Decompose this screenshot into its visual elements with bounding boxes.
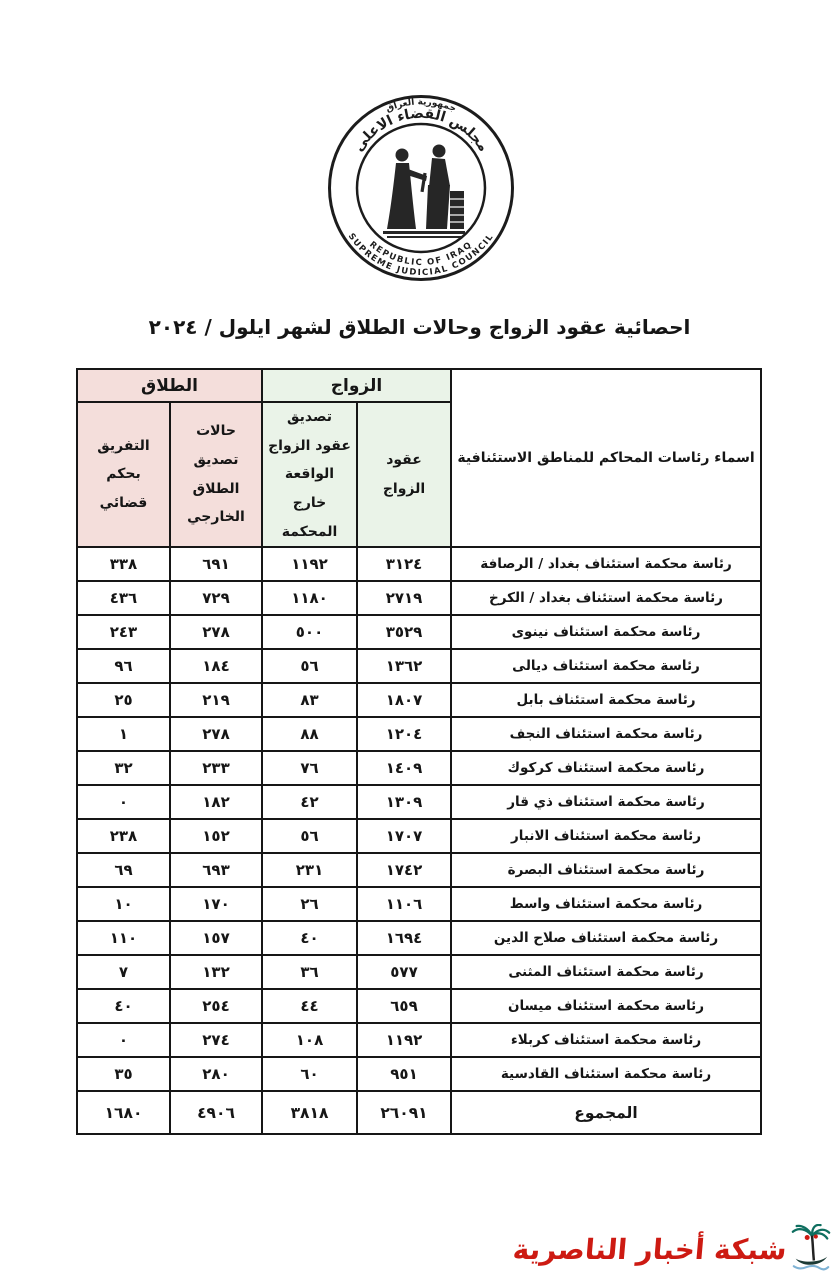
court-name-cell: رئاسة محكمة استئناف البصرة bbox=[451, 853, 761, 887]
marriage-outside-court-value-cell: ٤٢ bbox=[262, 785, 357, 819]
marriage-outside-court-value-cell: ٤٤ bbox=[262, 989, 357, 1023]
courts-column-header: اسماء رئاسات المحاكم للمناطق الاستئنافية bbox=[451, 369, 761, 547]
table-body bbox=[77, 547, 761, 1091]
marriage-outside-court-value-cell: ٨٨ bbox=[262, 717, 357, 751]
court-name-cell: رئاسة محكمة استئناف ميسان bbox=[451, 989, 761, 1023]
marriage-outside-court-value-cell: ٦٠ bbox=[262, 1057, 357, 1091]
total-external-divorce-cell: ٤٩٠٦ bbox=[170, 1091, 262, 1134]
marriage-contracts-value-cell: ١١٠٦ bbox=[357, 887, 451, 921]
news-network-watermark bbox=[6, 1224, 833, 1274]
marriage-contracts-value-cell: ١٣٦٢ bbox=[357, 649, 451, 683]
court-name-cell: رئاسة محكمة استئناف ديالى bbox=[451, 649, 761, 683]
court-name-cell: رئاسة محكمة استئناف واسط bbox=[451, 887, 761, 921]
marriage-outside-court-value-cell: ١٠٨ bbox=[262, 1023, 357, 1057]
seal-council-arabic-text: مجلس القضاء الاعلى bbox=[350, 105, 492, 155]
court-name-cell: رئاسة محكمة استئناف ذي قار bbox=[451, 785, 761, 819]
table-row bbox=[77, 921, 761, 955]
marriage-contracts-value-cell: ١٧٤٢ bbox=[357, 853, 451, 887]
judicial-separation-value-cell: ٢٥ bbox=[77, 683, 170, 717]
external-divorce-value-cell: ٦٩٣ bbox=[170, 853, 262, 887]
divorce-group-header: الطلاق bbox=[77, 369, 262, 402]
judicial-separation-value-cell: ١١٠ bbox=[77, 921, 170, 955]
marriage-outside-court-value-cell: ٤٠ bbox=[262, 921, 357, 955]
court-name-cell: رئاسة محكمة استئناف النجف bbox=[451, 717, 761, 751]
seal-republic-of-iraq-text: REPUBLIC OF IRAQ bbox=[367, 239, 475, 269]
table-row bbox=[77, 751, 761, 785]
external-divorce-value-cell: ١٣٢ bbox=[170, 955, 262, 989]
external-divorce-value-cell: ٧٢٩ bbox=[170, 581, 262, 615]
seal-graphic bbox=[326, 93, 516, 283]
marriage-contracts-value-cell: ٢٧١٩ bbox=[357, 581, 451, 615]
total-label-cell: المجموع bbox=[451, 1091, 761, 1134]
seal-republic-arabic-text: جمهورية العراق bbox=[384, 97, 458, 115]
statistics-table bbox=[76, 368, 762, 1135]
marriage-contracts-value-cell: ٩٥١ bbox=[357, 1057, 451, 1091]
judicial-separation-value-cell: ٣٥ bbox=[77, 1057, 170, 1091]
court-name-cell: رئاسة محكمة استئناف كربلاء bbox=[451, 1023, 761, 1057]
external-divorce-value-cell: ١٧٠ bbox=[170, 887, 262, 921]
table-row bbox=[77, 581, 761, 615]
marriage-outside-court-value-cell: ٥٦ bbox=[262, 819, 357, 853]
marriage-outside-court-value-cell: ١١٩٢ bbox=[262, 547, 357, 581]
group-header-row bbox=[77, 369, 761, 402]
judicial-separation-value-cell: ٤٠ bbox=[77, 989, 170, 1023]
marriage-contracts-header: عقود الزواج bbox=[357, 402, 451, 547]
marriage-group-header: الزواج bbox=[262, 369, 451, 402]
judicial-separation-value-cell: ٣٣٨ bbox=[77, 547, 170, 581]
judicial-separation-value-cell: ٢٣٨ bbox=[77, 819, 170, 853]
court-name-cell: رئاسة محكمة استئناف المثنى bbox=[451, 955, 761, 989]
court-name-cell: رئاسة محكمة استئناف بغداد / الكرخ bbox=[451, 581, 761, 615]
external-divorce-header: حالات تصديق الطلاق الخارجي bbox=[170, 402, 262, 547]
marriage-contracts-value-cell: ١٨٠٧ bbox=[357, 683, 451, 717]
table-row bbox=[77, 547, 761, 581]
marriage-outside-court-header: تصديق عقود الزواج الواقعة خارج المحكمة bbox=[262, 402, 357, 547]
table-footer bbox=[77, 1091, 761, 1134]
external-divorce-value-cell: ١٥٢ bbox=[170, 819, 262, 853]
external-divorce-value-cell: ١٨٤ bbox=[170, 649, 262, 683]
external-divorce-value-cell: ٦٩١ bbox=[170, 547, 262, 581]
marriage-outside-court-value-cell: ٥٠٠ bbox=[262, 615, 357, 649]
table-row bbox=[77, 649, 761, 683]
palm-tree-icon bbox=[789, 1224, 833, 1274]
marriage-contracts-value-cell: ١٤٠٩ bbox=[357, 751, 451, 785]
marriage-outside-court-value-cell: ٧٦ bbox=[262, 751, 357, 785]
marriage-contracts-value-cell: ١٣٠٩ bbox=[357, 785, 451, 819]
judicial-separation-value-cell: ٦٩ bbox=[77, 853, 170, 887]
table-header bbox=[77, 369, 761, 547]
external-divorce-value-cell: ٢٨٠ bbox=[170, 1057, 262, 1091]
judicial-separation-value-cell: ٠ bbox=[77, 1023, 170, 1057]
judicial-separation-value-cell: ١ bbox=[77, 717, 170, 751]
table-row bbox=[77, 1023, 761, 1057]
total-judicial-separation-cell: ١٦٨٠ bbox=[77, 1091, 170, 1134]
marriage-outside-court-value-cell: ١١٨٠ bbox=[262, 581, 357, 615]
seal-supreme-judicial-council-text: SUPREME JUDICIAL COUNCIL bbox=[345, 231, 497, 279]
marriage-contracts-value-cell: ١٢٠٤ bbox=[357, 717, 451, 751]
marriage-contracts-value-cell: ١١٩٢ bbox=[357, 1023, 451, 1057]
court-name-cell: رئاسة محكمة استئناف بغداد / الرصافة bbox=[451, 547, 761, 581]
court-name-cell: رئاسة محكمة استئناف كركوك bbox=[451, 751, 761, 785]
total-row bbox=[77, 1091, 761, 1134]
marriage-contracts-value-cell: ٣١٢٤ bbox=[357, 547, 451, 581]
external-divorce-value-cell: ١٥٧ bbox=[170, 921, 262, 955]
marriage-contracts-value-cell: ١٦٩٤ bbox=[357, 921, 451, 955]
table-row bbox=[77, 717, 761, 751]
marriage-outside-court-value-cell: ٢٦ bbox=[262, 887, 357, 921]
table-row bbox=[77, 887, 761, 921]
document-title: احصائية عقود الزواج وحالات الطلاق لشهر ايلول / ٢٠٢٤ bbox=[148, 315, 691, 339]
court-name-cell: رئاسة محكمة استئناف القادسية bbox=[451, 1057, 761, 1091]
judicial-separation-value-cell: ٣٢ bbox=[77, 751, 170, 785]
external-divorce-value-cell: ٢٧٤ bbox=[170, 1023, 262, 1057]
total-marriage-contracts-cell: ٢٦٠٩١ bbox=[357, 1091, 451, 1134]
external-divorce-value-cell: ١٨٢ bbox=[170, 785, 262, 819]
total-marriage-outside-court-cell: ٣٨١٨ bbox=[262, 1091, 357, 1134]
watermark-text: شبكة أخبار الناصرية bbox=[511, 1232, 789, 1266]
judicial-separation-value-cell: ٩٦ bbox=[77, 649, 170, 683]
table-row bbox=[77, 683, 761, 717]
external-divorce-value-cell: ٢١٩ bbox=[170, 683, 262, 717]
table-row bbox=[77, 615, 761, 649]
marriage-contracts-value-cell: ٥٧٧ bbox=[357, 955, 451, 989]
judicial-separation-value-cell: ٢٤٣ bbox=[77, 615, 170, 649]
table-row bbox=[77, 955, 761, 989]
court-name-cell: رئاسة محكمة استئناف صلاح الدين bbox=[451, 921, 761, 955]
supreme-judicial-council-seal bbox=[326, 93, 516, 283]
table-row bbox=[77, 819, 761, 853]
judicial-separation-value-cell: ١٠ bbox=[77, 887, 170, 921]
external-divorce-value-cell: ٢٧٨ bbox=[170, 615, 262, 649]
table-row bbox=[77, 1057, 761, 1091]
court-name-cell: رئاسة محكمة استئناف بابل bbox=[451, 683, 761, 717]
table-row bbox=[77, 989, 761, 1023]
marriage-contracts-value-cell: ١٧٠٧ bbox=[357, 819, 451, 853]
external-divorce-value-cell: ٢٣٣ bbox=[170, 751, 262, 785]
marriage-outside-court-value-cell: ٥٦ bbox=[262, 649, 357, 683]
court-name-cell: رئاسة محكمة استئناف الانبار bbox=[451, 819, 761, 853]
external-divorce-value-cell: ٢٥٤ bbox=[170, 989, 262, 1023]
marriage-contracts-value-cell: ٦٥٩ bbox=[357, 989, 451, 1023]
marriage-outside-court-value-cell: ٣٦ bbox=[262, 955, 357, 989]
table-row bbox=[77, 785, 761, 819]
court-name-cell: رئاسة محكمة استئناف نينوى bbox=[451, 615, 761, 649]
marriage-outside-court-value-cell: ٨٣ bbox=[262, 683, 357, 717]
judicial-separation-value-cell: ٤٣٦ bbox=[77, 581, 170, 615]
judicial-separation-value-cell: ٠ bbox=[77, 785, 170, 819]
marriage-outside-court-value-cell: ٢٣١ bbox=[262, 853, 357, 887]
external-divorce-value-cell: ٢٧٨ bbox=[170, 717, 262, 751]
svg-text:SUPREME JUDICIAL COUNCIL bbox=[346, 232, 496, 278]
table-row bbox=[77, 853, 761, 887]
judicial-separation-header: التفريق بحكم قضائي bbox=[77, 402, 170, 547]
hammurabi-shamash-figures-icon bbox=[383, 145, 465, 239]
marriage-contracts-value-cell: ٣٥٢٩ bbox=[357, 615, 451, 649]
judicial-separation-value-cell: ٧ bbox=[77, 955, 170, 989]
